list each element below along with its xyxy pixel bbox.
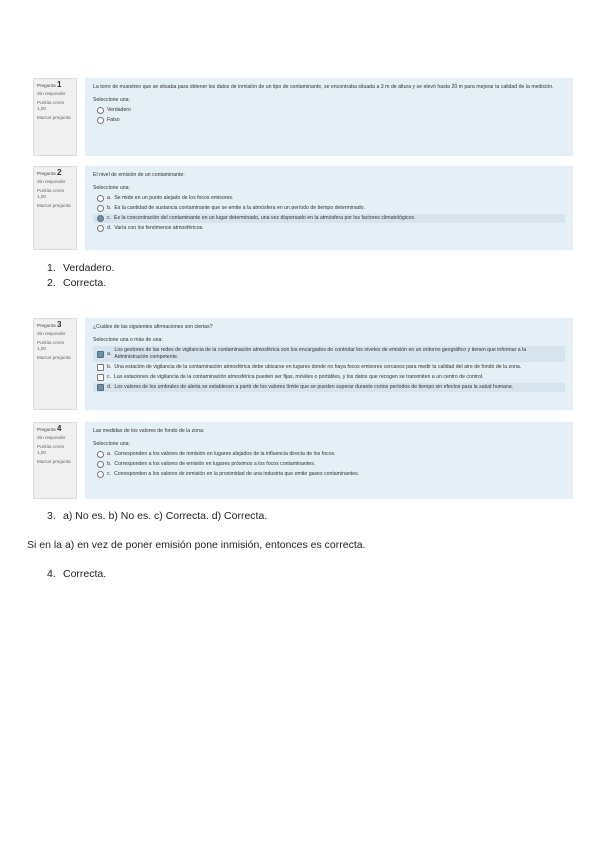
option-label: Los gestores de las redes de vigilancia de la contaminación atmosférica son los encargados de controlar los niveles de emisión en un entorno geográfico y tienen que informar a la Administración competente. [114, 347, 527, 360]
radio-button[interactable] [97, 451, 104, 458]
checkbox[interactable] [97, 374, 104, 381]
question-content [85, 318, 573, 410]
option-letter: b. [107, 364, 112, 370]
answer-prompt: Seleccione una: [93, 97, 130, 103]
option-label: Una estación de vigilancia de la contaminación atmosférica debe ubicarse en lugares donde no haya focos emisores cercanos para medir la calidad del aire de fondo de la zona. [114, 364, 522, 370]
option-label: Las estaciones de vigilancia de la contaminación atmosférica pueden ser fijas, móviles o portátiles, y los datos que recogen se transmiten a un centro de control. [114, 374, 484, 380]
answer-option[interactable] [93, 204, 565, 213]
checkbox[interactable] [97, 351, 104, 358]
question-score: Puntúa como 1,00 [37, 188, 65, 199]
answers-list-3 [47, 567, 106, 582]
answer-number: 3. [47, 510, 56, 522]
question-score: Puntúa como 1,00 [37, 100, 65, 111]
checkbox[interactable] [97, 384, 104, 391]
checkbox[interactable] [97, 364, 104, 371]
question-label: Pregunta [37, 171, 56, 176]
answer-option[interactable] [93, 116, 565, 125]
answer-item [47, 509, 267, 524]
answer-option[interactable] [93, 470, 565, 479]
radio-button[interactable] [97, 205, 104, 212]
question-info [33, 422, 77, 499]
answer-option[interactable] [93, 460, 565, 469]
answers-list-1 [47, 261, 114, 290]
question-status: Sin responder [37, 179, 66, 184]
question-content [85, 422, 573, 499]
radio-button[interactable] [97, 471, 104, 478]
explanatory-note: Si en la a) en vez de poner emisión pone inmisión, entonces es correcta. [27, 539, 366, 551]
option-letter: c. [107, 471, 112, 477]
answer-option[interactable] [93, 106, 565, 115]
answer-item [47, 276, 114, 291]
question-content [85, 166, 573, 250]
question-score: Puntúa como 1,00 [37, 340, 65, 351]
option-label: Verdadero [107, 107, 131, 113]
answer-text: Correcta. [63, 568, 107, 580]
radio-button[interactable] [97, 225, 104, 232]
question-label: Pregunta [37, 427, 56, 432]
answer-option[interactable] [93, 363, 565, 372]
answer-prompt: Seleccione una o más de una: [93, 337, 163, 343]
answer-number: 1. [47, 262, 56, 274]
question-number: 4 [56, 424, 62, 433]
question-info [33, 166, 77, 250]
flag-question-link[interactable]: Marcar pregunta [37, 355, 71, 360]
option-letter: a. [107, 451, 112, 457]
radio-button[interactable] [97, 195, 104, 202]
answer-item [47, 567, 106, 582]
question-number: 2 [56, 168, 62, 177]
option-label: Es la concentración del contaminante en un lugar determinado, una vez dispersado en la atmósfera por los factores climatológicos. [114, 215, 416, 221]
answer-option[interactable] [93, 373, 565, 382]
answer-option[interactable] [93, 214, 565, 223]
answer-option[interactable] [93, 383, 565, 392]
option-label: Los valores de los umbrales de alerta se establecen a partir de los valores límite que se pueden superar durante cortos períodos de tiempo sin efectos para la salud humana. [114, 384, 514, 390]
question-label: Pregunta [37, 323, 56, 328]
question-score: Puntúa como 1,00 [37, 444, 65, 455]
answer-option[interactable] [93, 450, 565, 459]
question-text: La torre de muestreo que se situaba para obtener los datos de inmisión de un tipo de contaminante, se encontraba situada a 3 m de altura y se elevó hasta 20 m para mejorar la calidad de la medición. [93, 84, 554, 90]
option-label: Es la cantidad de sustancia contaminante que se emite a la atmósfera en un período de tiempo determinado. [114, 205, 365, 211]
question-info [33, 318, 77, 410]
answer-number: 4. [47, 568, 56, 580]
answer-item [47, 261, 114, 276]
option-letter: d. [107, 384, 112, 390]
question-3 [33, 318, 573, 410]
question-info [33, 78, 77, 156]
question-1 [33, 78, 573, 156]
option-letter: c. [107, 215, 112, 221]
flag-question-link[interactable]: Marcar pregunta [37, 115, 71, 120]
question-status: Sin responder [37, 331, 66, 336]
answer-text: a) No es. b) No es. c) Correcta. d) Correcta. [63, 510, 268, 522]
answer-option[interactable] [93, 224, 565, 233]
radio-button[interactable] [97, 107, 104, 114]
question-label: Pregunta [37, 83, 56, 88]
flag-question-link[interactable]: Marcar pregunta [37, 459, 71, 464]
option-label: Falso [107, 117, 120, 123]
option-label: Corresponden a los valores de emisión en lugares próximos a los focos contaminantes. [114, 461, 316, 467]
question-text: El nivel de emisión de un contaminante: [93, 172, 185, 178]
question-number: 3 [56, 320, 62, 329]
option-letter: a. [107, 195, 112, 201]
question-text: ¿Cuáles de las siguientes afirmaciones son ciertas? [93, 324, 213, 330]
option-letter: b. [107, 461, 112, 467]
question-4 [33, 422, 573, 499]
option-label: Varía con los fenómenos atmosféricos. [114, 225, 204, 231]
answer-text: Verdadero. [63, 262, 115, 274]
option-letter: c. [107, 374, 112, 380]
option-label: Corresponden a los valores de inmisión en lugares alejados de la influencia directa de los focos. [114, 451, 336, 457]
question-status: Sin responder [37, 435, 66, 440]
question-number: 1 [56, 80, 62, 89]
question-text: Las medidas de los valores de fondo de la zona: [93, 428, 205, 434]
answer-option[interactable] [93, 194, 565, 203]
answer-prompt: Seleccione una: [93, 185, 130, 191]
question-status: Sin responder [37, 91, 66, 96]
option-letter: d. [107, 225, 112, 231]
flag-question-link[interactable]: Marcar pregunta [37, 203, 71, 208]
radio-button[interactable] [97, 117, 104, 124]
question-content [85, 78, 573, 156]
option-label: Corresponden a los valores de inmisión en la proximidad de una industria que emite gases contaminantes. [114, 471, 360, 477]
answers-list-2 [47, 509, 267, 524]
answer-prompt: Seleccione una: [93, 441, 130, 447]
radio-button[interactable] [97, 461, 104, 468]
question-2 [33, 166, 573, 250]
option-label: Se mide en un punto alejado de los focos emisores. [114, 195, 234, 201]
answer-number: 2. [47, 276, 56, 289]
answer-text: Correcta. [63, 276, 107, 289]
radio-button[interactable] [97, 215, 104, 222]
option-letter: b. [107, 205, 112, 211]
option-letter: a. [107, 350, 112, 357]
answer-option[interactable] [93, 346, 565, 362]
